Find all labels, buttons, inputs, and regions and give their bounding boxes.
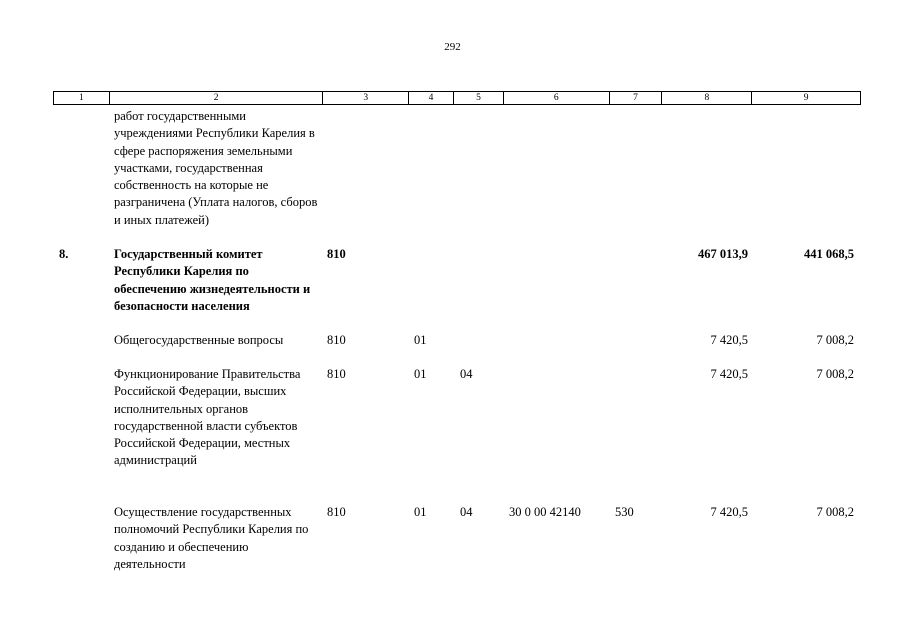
- table-row: [53, 366, 861, 504]
- row-section: 01: [414, 367, 427, 381]
- header-col-1: 1: [54, 92, 110, 104]
- row-name: Функционирование Правительства Российской Федерации, высших исполнительных органов государственной власти субъектов Российской Федерации, местных администраций: [114, 367, 301, 468]
- row-name: Осуществление государственных полномочий Республики Карелия по созданию и обеспечению деятельности: [114, 505, 309, 571]
- row-ministry-code: 810: [327, 367, 346, 381]
- row-section: 01: [414, 505, 427, 519]
- row-amount-2: 441 068,5: [804, 247, 854, 261]
- header-col-2: 2: [110, 92, 323, 104]
- table-row: [53, 504, 861, 573]
- table-row: [53, 246, 861, 332]
- header-col-6: 6: [504, 92, 610, 104]
- row-amount-2: 7 008,2: [816, 333, 854, 347]
- row-amount-1: 7 420,5: [710, 505, 748, 519]
- header-col-7: 7: [610, 92, 663, 104]
- row-expense-type: 530: [615, 505, 634, 519]
- row-name: Государственный комитет Республики Карелия по обеспечению жизнедеятельности и безопасности населения: [114, 247, 311, 313]
- table-body: [53, 108, 861, 573]
- row-name: Общегосударственные вопросы: [114, 333, 284, 347]
- row-section: 01: [414, 333, 427, 347]
- row-subsection: 04: [460, 505, 473, 519]
- header-col-9: 9: [803, 93, 809, 103]
- row-amount-2: 7 008,2: [816, 367, 854, 381]
- header-col-4: 4: [409, 92, 454, 104]
- header-col-8: 8: [662, 92, 752, 104]
- row-ministry-code: 810: [327, 247, 346, 261]
- row-target-article: 30 0 00 42140: [509, 505, 581, 519]
- header-col-3: 3: [323, 92, 409, 104]
- row-amount-1: 7 420,5: [710, 333, 748, 347]
- row-subsection: 04: [460, 367, 473, 381]
- row-ministry-code: 810: [327, 505, 346, 519]
- row-amount-1: 467 013,9: [698, 247, 748, 261]
- row-amount-1: 7 420,5: [710, 367, 748, 381]
- page-number: 292: [444, 41, 461, 53]
- row-amount-2: 7 008,2: [816, 505, 854, 519]
- row-ministry-code: 810: [327, 333, 346, 347]
- table-header: [53, 91, 861, 105]
- row-number: 8.: [59, 247, 69, 261]
- row-name: работ государственными учреждениями Республики Карелия в сфере распоряжения земельными участками, государственная собственность на которые не разграничена (Уплата налогов, сборов и иных платежей): [114, 109, 318, 227]
- table-row: [53, 332, 861, 366]
- header-col-5: 5: [454, 92, 504, 104]
- table-row: [53, 108, 861, 246]
